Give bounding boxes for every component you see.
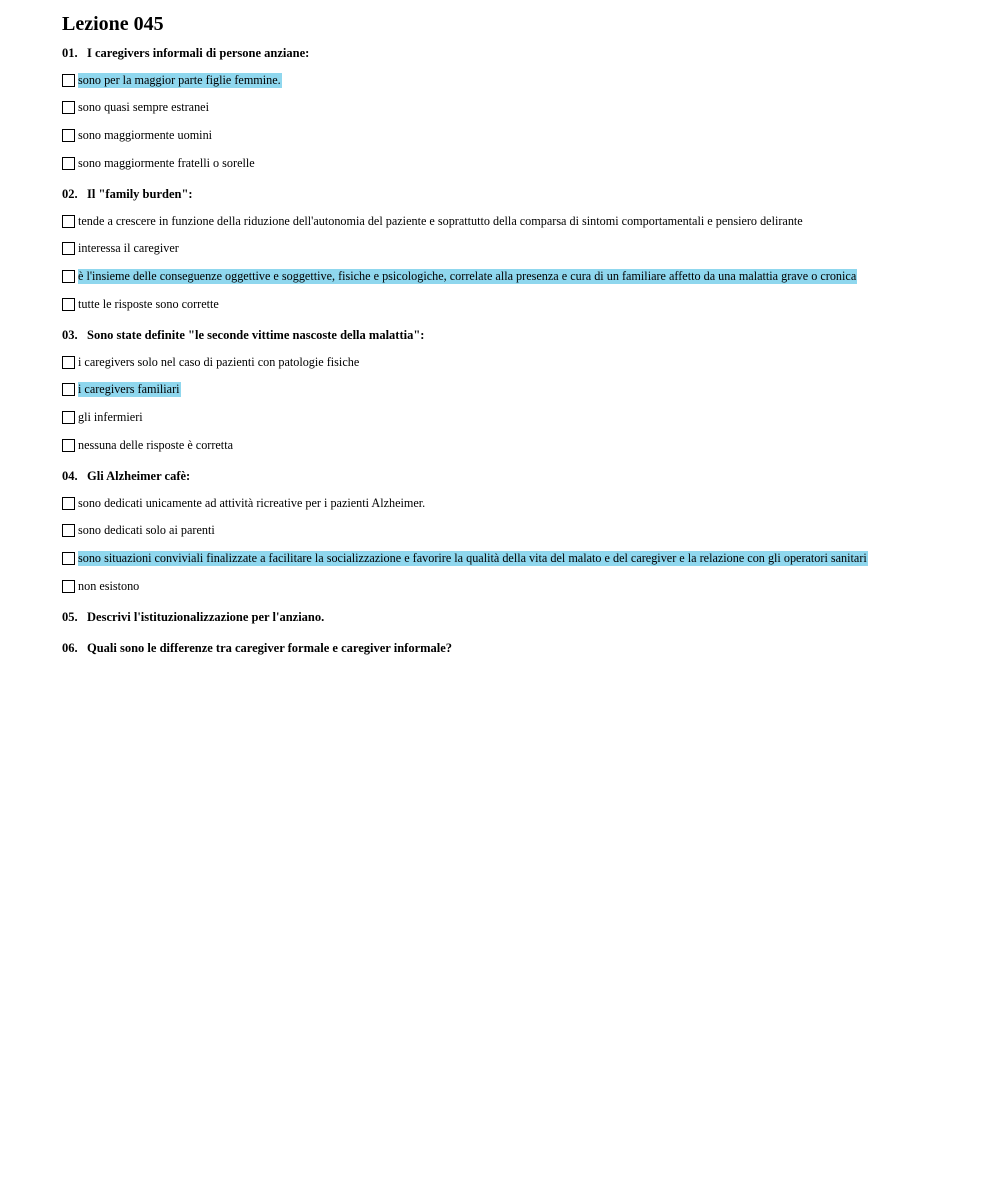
answer-text: sono situazioni conviviali finalizzate a facilitare la socializzazione e favorire la qualità della vita del malato e del caregiver e la relazione con gli operatori sanitari (78, 551, 867, 566)
answer-option[interactable] (62, 240, 962, 258)
answer-option[interactable] (62, 154, 962, 172)
question-text (62, 639, 962, 657)
answer-text: i caregivers solo nel caso di pazienti con patologie fisiche (78, 354, 360, 369)
answer-text: tende a crescere in funzione della riduzione dell'autonomia del paziente e soprattutto della comparsa di sintomi comportamentali e pensiero delirante (78, 213, 803, 228)
checkbox[interactable] (62, 270, 75, 283)
question-label: Quali sono le differenze tra caregiver formale e caregiver informale? (87, 641, 453, 656)
answer-option[interactable] (62, 381, 962, 399)
question-number: 02. (62, 187, 78, 202)
checkbox[interactable] (62, 524, 75, 537)
checkbox[interactable] (62, 497, 75, 510)
answer-text: non esistono (78, 578, 140, 593)
answer-text: sono maggiormente uomini (78, 127, 213, 142)
checkbox[interactable] (62, 552, 75, 565)
answer-option[interactable] (62, 353, 962, 371)
question-label: Gli Alzheimer cafè: (87, 469, 191, 484)
answer-text: è l'insieme delle conseguenze oggettive e soggettive, fisiche e psicologiche, correlate alla presenza e cura di un familiare affetto da una malattia grave o cronica (78, 268, 857, 283)
checkbox[interactable] (62, 298, 75, 311)
answer-option[interactable] (62, 577, 962, 595)
answer-option[interactable] (62, 522, 962, 540)
document-page (62, 10, 962, 657)
answer-option[interactable] (62, 409, 962, 427)
checkbox[interactable] (62, 101, 75, 114)
page-title: Lezione 045 (62, 13, 164, 35)
answer-text: gli infermieri (78, 410, 143, 424)
question-number: 06. (62, 641, 78, 656)
checkbox[interactable] (62, 383, 75, 396)
question-label: Descrivi l'istituzionalizzazione per l'anziano. (87, 610, 325, 625)
question-label: Sono state definite "le seconde vittime nascoste della malattia": (87, 328, 425, 343)
checkbox[interactable] (62, 242, 75, 255)
checkbox[interactable] (62, 356, 75, 369)
question-05 (62, 608, 962, 626)
question-03 (62, 326, 962, 454)
answer-text: i caregivers familiari (78, 382, 180, 397)
answer-option[interactable] (62, 436, 962, 454)
answer-list (62, 353, 962, 454)
answer-text: sono dedicati solo ai parenti (78, 523, 215, 538)
answer-option[interactable] (62, 212, 962, 230)
answer-option[interactable] (62, 71, 962, 89)
answer-text: sono maggiormente fratelli o sorelle (78, 155, 255, 170)
question-04 (62, 467, 962, 595)
question-number: 03. (62, 328, 78, 343)
question-number: 05. (62, 610, 78, 625)
checkbox[interactable] (62, 129, 75, 142)
checkbox[interactable] (62, 74, 75, 87)
checkbox[interactable] (62, 215, 75, 228)
question-text (62, 608, 962, 626)
answer-option[interactable] (62, 550, 962, 568)
question-text (62, 326, 962, 344)
checkbox[interactable] (62, 157, 75, 170)
question-label: I caregivers informali di persone anziane: (87, 46, 310, 60)
question-label: Il "family burden": (87, 187, 193, 202)
question-text (62, 44, 962, 62)
checkbox[interactable] (62, 580, 75, 593)
answer-option[interactable] (62, 295, 962, 313)
question-02 (62, 185, 962, 313)
answer-list (62, 494, 962, 595)
answer-option[interactable] (62, 99, 962, 117)
question-text (62, 467, 962, 485)
question-number: 04. (62, 469, 78, 484)
answer-text: interessa il caregiver (78, 241, 179, 256)
answer-text: tutte le risposte sono corrette (78, 296, 219, 311)
question-06 (62, 639, 962, 657)
checkbox[interactable] (62, 411, 75, 424)
answer-option[interactable] (62, 494, 962, 512)
answer-text: sono quasi sempre estranei (78, 100, 209, 115)
question-text (62, 185, 962, 203)
answer-option[interactable] (62, 126, 962, 144)
answer-text: nessuna delle risposte è corretta (78, 437, 233, 452)
answer-text: sono dedicati unicamente ad attività ricreative per i pazienti Alzheimer. (78, 495, 426, 510)
checkbox[interactable] (62, 439, 75, 452)
answer-text: sono per la maggior parte figlie femmine. (78, 72, 281, 87)
answer-list (62, 71, 962, 172)
question-number: 01. (62, 46, 78, 60)
answer-list (62, 212, 962, 313)
answer-option[interactable] (62, 267, 962, 285)
question-01 (62, 44, 962, 172)
